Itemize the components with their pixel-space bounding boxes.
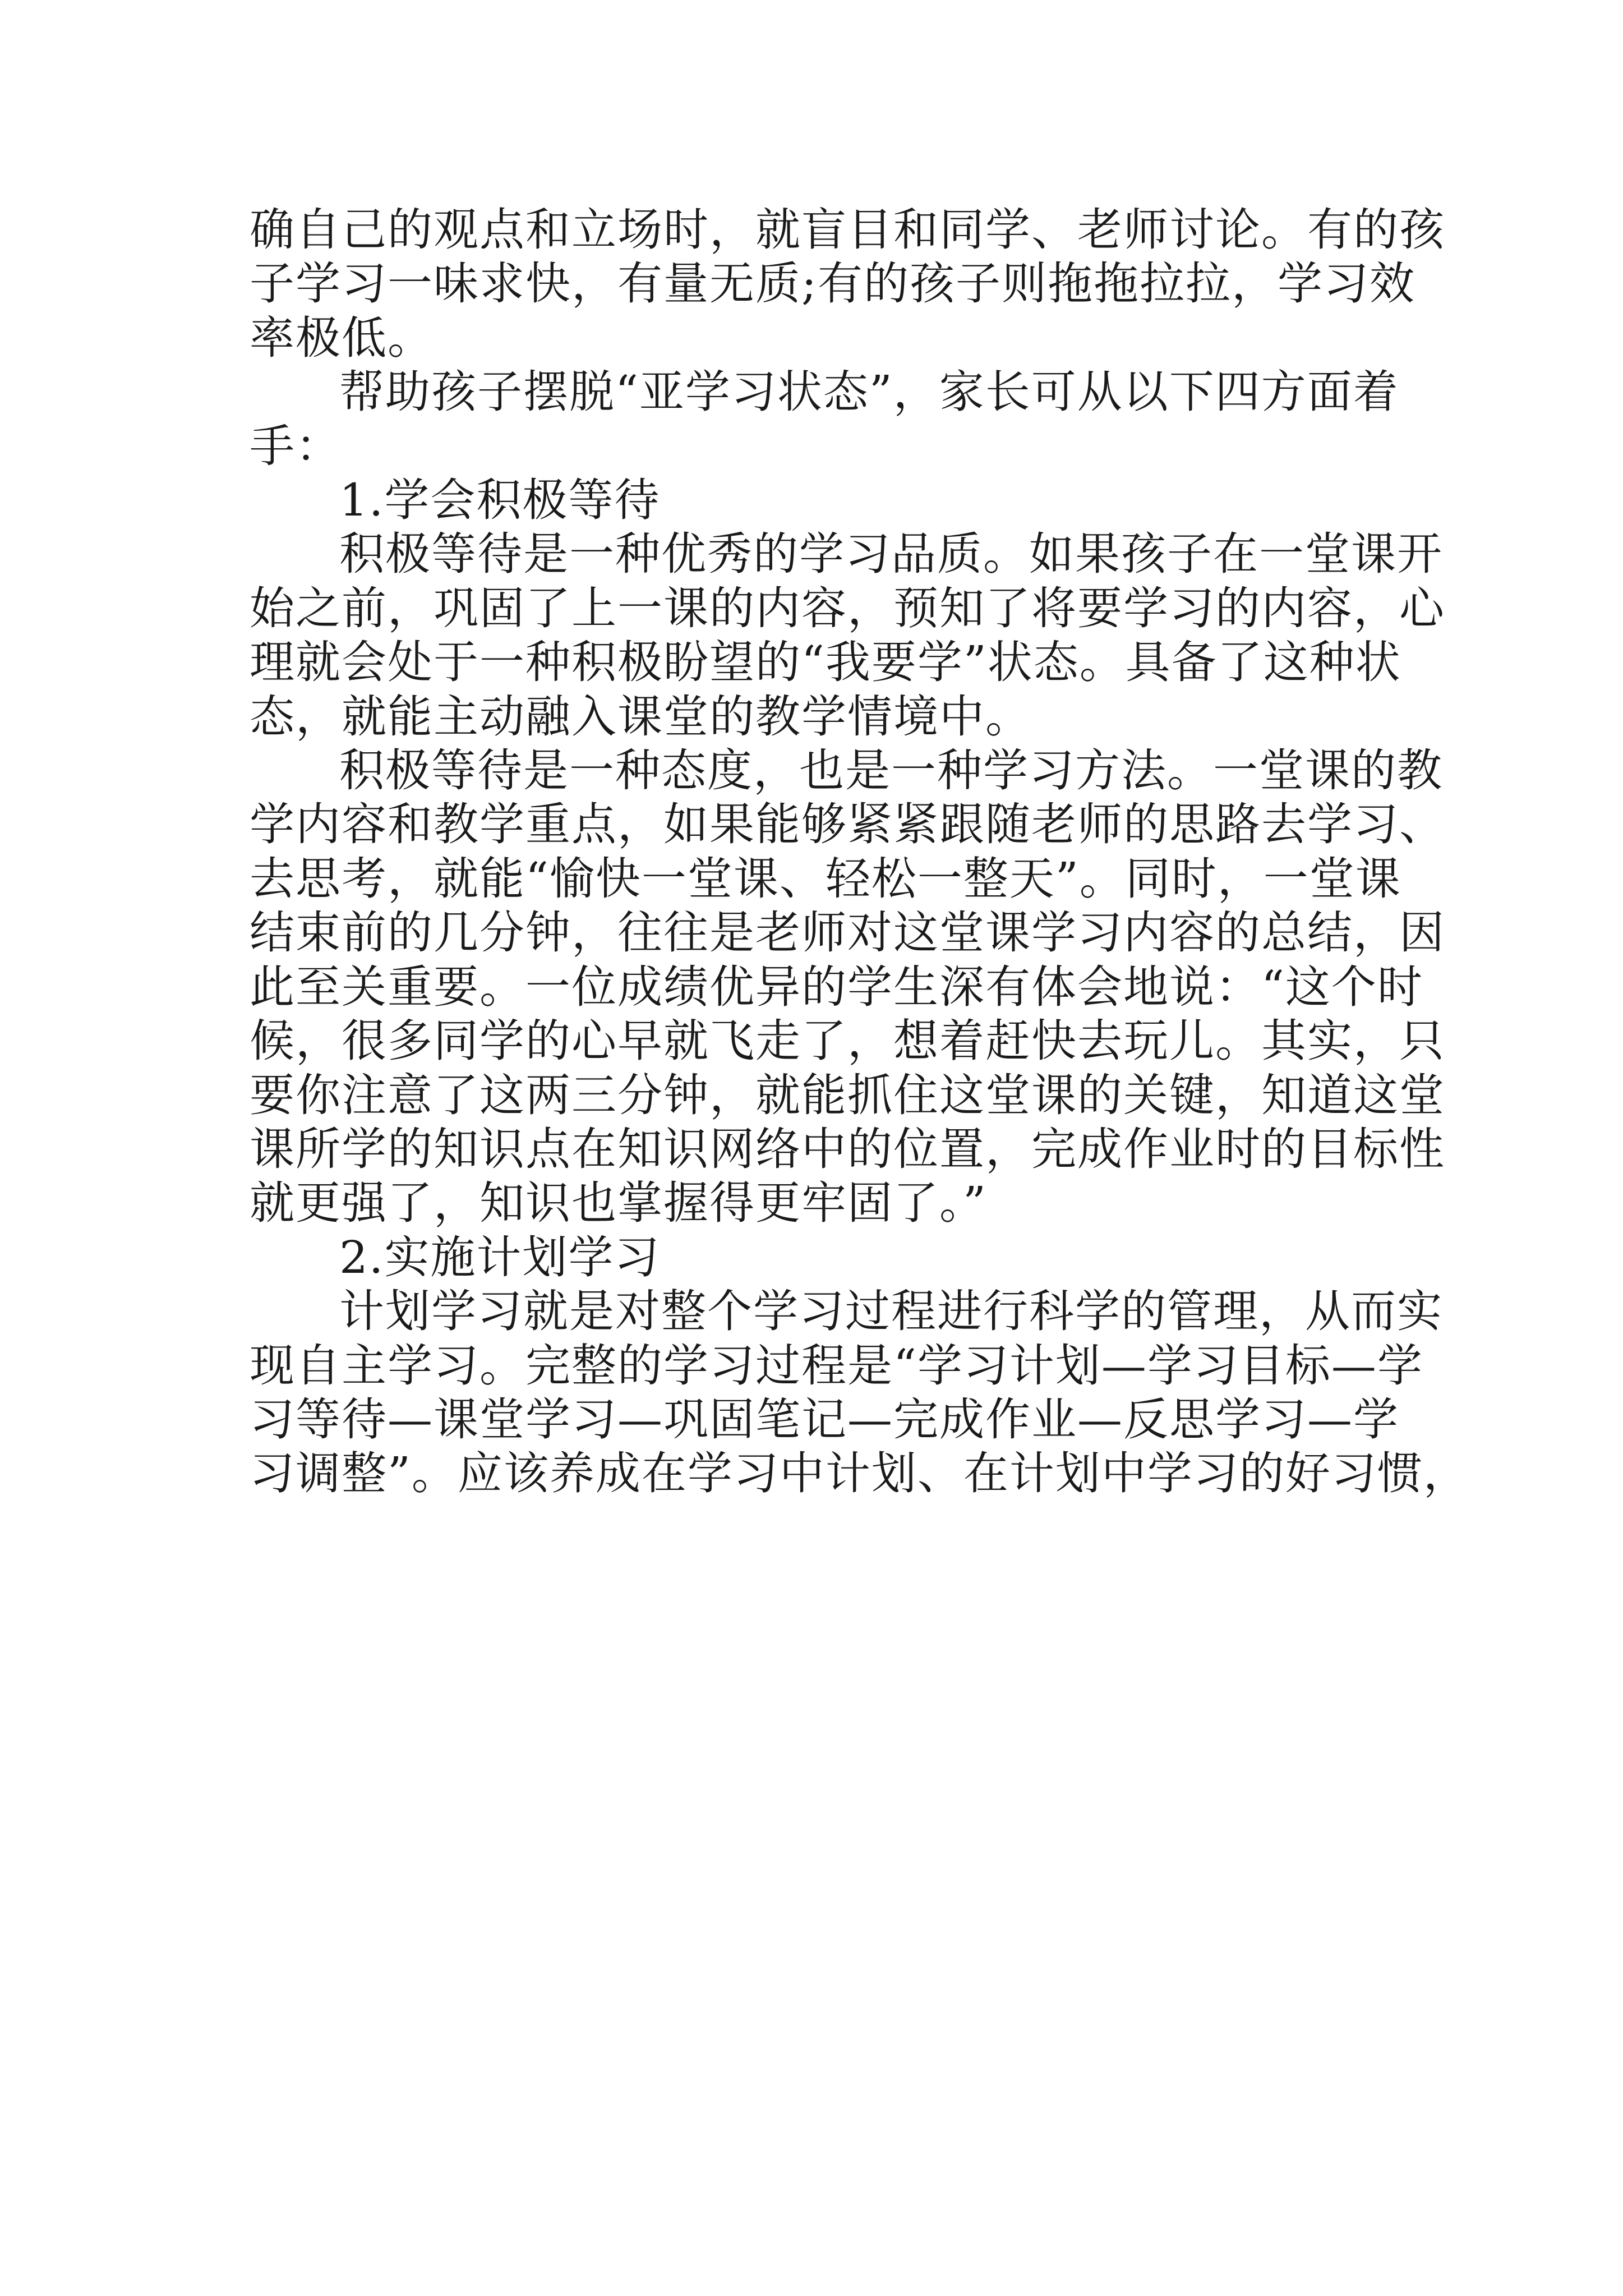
text-line: 帮助孩子摆脱“亚学习状态”，家长可从以下四方面着 xyxy=(339,366,1399,418)
section-heading-2 xyxy=(250,1231,1382,1285)
paragraph-3 xyxy=(250,527,1445,744)
text-line: 结束前的几分钟，往往是老师对这堂课学习内容的总结，因 xyxy=(250,907,1445,959)
text-line: 习等待—课堂学习—巩固笔记—完成作业—反思学习—学 xyxy=(250,1393,1399,1446)
text-line: 始之前，巩固了上一课的内容，预知了将要学习的内容，心 xyxy=(250,582,1445,634)
text-line: 要你注意了这两三分钟，就能抓住这堂课的关键，知道这堂 xyxy=(250,1069,1445,1121)
text-line: 课所学的知识点在知识网络中的位置，完成作业时的目标性 xyxy=(250,1122,1445,1175)
text-line: 子学习一味求快，有量无质;有的孩子则拖拖拉拉，学习效 xyxy=(250,257,1415,310)
text-line: 就更强了，知识也掌握得更牢固了。” xyxy=(250,1177,987,1230)
text-line: 学内容和教学重点，如果能够紧紧跟随老师的思路去学习、 xyxy=(250,798,1445,851)
text-line: 态，就能主动融入课堂的教学情境中。 xyxy=(250,690,1031,743)
text-line: 理就会处于一种积极盼望的“我要学”状态。具备了这种状 xyxy=(250,636,1401,689)
heading-text: 2.实施计划学习 xyxy=(339,1231,661,1283)
heading-text: 1.学会积极等待 xyxy=(339,474,661,527)
text-line: 确自己的观点和立场时，就盲目和同学、老师讨论。有的孩 xyxy=(250,204,1445,256)
text-line: 积极等待是一种态度，也是一种学习方法。一堂课的教 xyxy=(339,744,1443,797)
text-line: 去思考，就能“愉快一堂课、轻松一整天”。同时，一堂课 xyxy=(250,852,1401,905)
text-line: 率极低。 xyxy=(250,311,434,364)
text-line: 此至关重要。一位成绩优异的学生深有体会地说：“这个时 xyxy=(250,960,1423,1013)
section-heading-1 xyxy=(250,473,1382,527)
document-body xyxy=(250,203,1469,1501)
paragraph-2 xyxy=(250,365,1399,473)
paragraph-4 xyxy=(250,744,1445,1231)
text-line: 习调整”。应该养成在学习中计划、在计划中学习的好习惯， xyxy=(250,1447,1469,1500)
text-line: 计划学习就是对整个学习过程进行科学的管理，从而实 xyxy=(339,1285,1443,1338)
text-line: 现自主学习。完整的学习过程是“学习计划—学习目标—学 xyxy=(250,1339,1423,1392)
paragraph-1 xyxy=(250,203,1445,365)
text-line: 手： xyxy=(250,420,342,472)
text-line: 候，很多同学的心早就飞走了，想着赶快去玩儿。其实，只 xyxy=(250,1015,1445,1068)
text-line: 积极等待是一种优秀的学习品质。如果孩子在一堂课开 xyxy=(339,528,1443,581)
paragraph-5 xyxy=(250,1285,1469,1501)
